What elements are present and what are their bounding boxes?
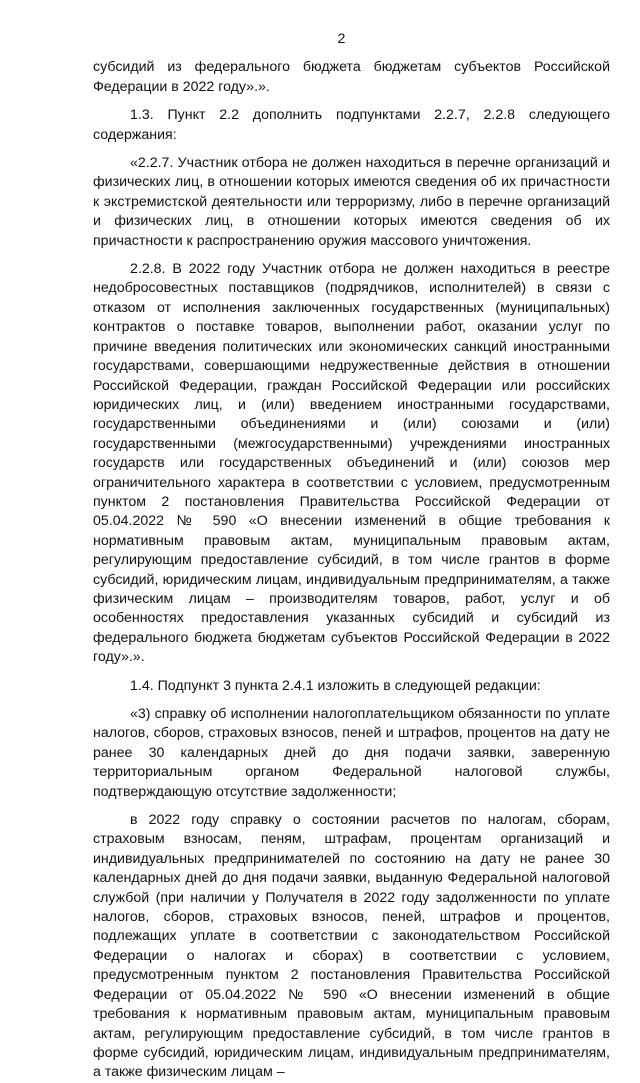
paragraph: 1.4. Подпункт 3 пункта 2.4.1 изложить в следующей редакции:: [130, 677, 541, 694]
paragraph: субсидий из федерального бюджета бюджетам субъектов Российской Федерации в 2022 году».».: [93, 59, 610, 95]
paragraph: «3) справку об исполнении налогоплательщиком обязанности по уплате налогов, сборов, страховых взносов, пеней и штрафов, процентов на дату не ранее 30 календарных дней до дня подачи заявки, заверенную территориальным органом Федеральной налоговой службы, подтверждающую отсутствие задолженности;: [93, 706, 610, 800]
paragraph: «2.2.7. Участник отбора не должен находиться в перечне организаций и физических лиц, в отношении которых имеются сведения об их причастности к экстремистской деятельности или терроризму, либо в перечне организаций и физических лиц, в отношении которых имеются сведения об их причастности к распространению оружия массового уничтожения.: [93, 155, 610, 249]
paragraph: в 2022 году справку о состоянии расчетов по налогам, сборам, страховым взносам, пеням, штрафам, процентам организаций и индивидуальных предпринимателей по состоянию на дату не ранее 30 календарных дней до дня подачи заявки, выданную Федеральной налоговой службой (при наличии у Получателя в 2022 году задолженности по уплате налогов, сборов, страховых взносов, пеней, штрафов и процентов, подлежащих уплате в соответствии с законодательством Российской Федерации о налогах и сборах) в соответствии с условием, предусмотренным пунктом 2 постановления Правительства Российской Федерации от 05.04.2022 № 590 «О внесении изменений в общие требования к нормативным правовым актам, муниципальным правовым актам, регулирующим предоставление субсидий, в том числе грантов в форме субсидий, юридическим лицам, индивидуальным предпринимателям, а также физическим лицам –: [93, 812, 610, 1081]
paragraph: 2.2.8. В 2022 году Участник отбора не должен находиться в реестре недобросовестных поставщиков (подрядчиков, исполнителей) в связи с отказом от исполнения заключенных государственных (муниципальных) контрактов о поставке товаров, выполнении работ, оказании услуг по причине введения политических или экономических санкций иностранными государствами, совершающими недружественные действия в отношении Российской Федерации, граждан Российской Федерации или российских юридических лиц, и (или) введением иностранными государствами, государственными объединениями и (или) союзами и (или) государственными (межгосударственными) учреждениями иностранных государств или государственных объединений и (или) союзов мер ограничительного характера в соответствии с условием, предусмотренным пунктом 2 постановления Правительства Российской Федерации от 05.04.2022 № 590 «О внесении изменений в общие требования к нормативным правовым актам, муниципальным правовым актам, регулирующим предоставление субсидий, в том числе грантов в форме субсидий, юридическим лицам, индивидуальным предпринимателям, а также физическим лицам – производителям товаров, работ, услуг и об особенностях предоставления указанных субсидий и субсидий из федерального бюджета бюджетам субъектов Российской Федерации в 2022 году».».: [93, 261, 610, 666]
paragraph: 1.3. Пункт 2.2 дополнить подпунктами 2.2.7, 2.2.8 следующего содержания:: [93, 107, 610, 143]
page-number: 2: [337, 31, 346, 47]
